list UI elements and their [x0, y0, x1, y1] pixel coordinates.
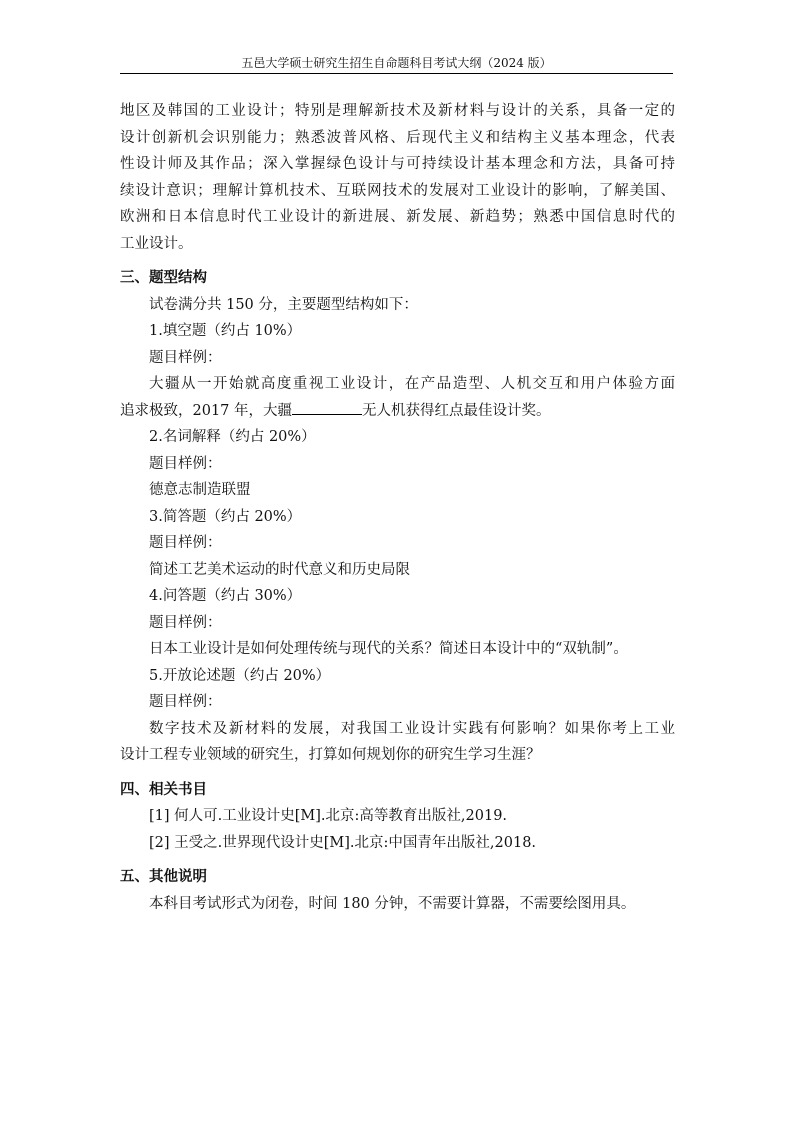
example-text: 大疆从一开始就高度重视工业设计，在产品造型、人机交互和用户体验方面: [149, 376, 675, 392]
paragraph-line: 性设计师及其作品；深入掌握绿色设计与可持续设计基本理念和方法，具备可持: [120, 156, 675, 172]
example-text-part: 无人机获得红点最佳设计奖。: [362, 402, 551, 419]
example-text: 设计工程专业领域的研究生，打算如何规划你的研究生学习生涯？: [120, 747, 541, 763]
reference-item: [2] 王受之.世界现代设计史[M].北京:中国青年出版社,2018.: [149, 834, 537, 851]
section-intro: 试卷满分共 150 分，主要题型结构如下：: [149, 296, 418, 313]
page-header-title: 五邑大学硕士研究生招生自命题科目考试大纲（2024 版）: [241, 56, 552, 70]
document-body: [120, 98, 675, 917]
example-text: 日本工业设计是如何处理传统与现代的关系？简述日本设计中的“双轨制”。: [149, 641, 628, 657]
example-label: 题目样例：: [149, 614, 222, 631]
example-text: 数字技术及新材料的发展，对我国工业设计实践有何影响？如果你考上工业: [149, 720, 675, 737]
example-label: 题目样例：: [149, 349, 222, 366]
paragraph-line: 续设计意识；理解计算机技术、互联网技术的发展对工业设计的影响，了解美国、: [120, 182, 675, 199]
paragraph-line: 地区及韩国的工业设计；特别是理解新技术及新材料与设计的关系，具备一定的: [120, 103, 675, 119]
example-text-part: 追求极致，2017 年，大疆: [120, 402, 293, 419]
reference-item: [1] 何人可.工业设计史[M].北京:高等教育出版社,2019.: [149, 808, 508, 824]
intro-paragraph: [120, 98, 675, 257]
section-heading-other-notes: 五、其他说明: [120, 869, 207, 885]
section-heading-references: 四、相关书目: [120, 781, 207, 798]
example-text: 德意志制造联盟: [149, 482, 251, 498]
example-label: 题目样例：: [149, 694, 222, 710]
paragraph-line: 设计创新机会识别能力；熟悉波普风格、后现代主义和结构主义基本理念，代表: [120, 129, 675, 146]
fill-blank: [292, 400, 362, 415]
example-label: 题目样例：: [149, 455, 222, 472]
question-type-title: 5.开放论述题（约占 20%）: [149, 667, 331, 684]
question-type-title: 1.填空题（约占 10%）: [149, 323, 302, 339]
header-divider: [120, 73, 673, 74]
section-heading-question-types: 三、题型结构: [120, 270, 207, 286]
example-text: [120, 398, 675, 425]
question-type-title: 2.名词解释（约占 20%）: [149, 429, 316, 445]
example-text: 简述工艺美术运动的时代意义和历史局限: [149, 561, 410, 578]
paragraph-line: 欧洲和日本信息时代工业设计的新进展、新发展、新趋势；熟悉中国信息时代的: [120, 209, 675, 225]
paragraph-line: 工业设计。: [120, 235, 193, 252]
question-type-title: 4.问答题（约占 30%）: [149, 588, 302, 604]
question-type-title: 3.简答题（约占 20%）: [149, 508, 302, 525]
example-label: 题目样例：: [149, 535, 222, 551]
other-notes-text: 本科目考试形式为闭卷，时间 180 分钟，不需要计算器，不需要绘图用具。: [149, 895, 636, 912]
